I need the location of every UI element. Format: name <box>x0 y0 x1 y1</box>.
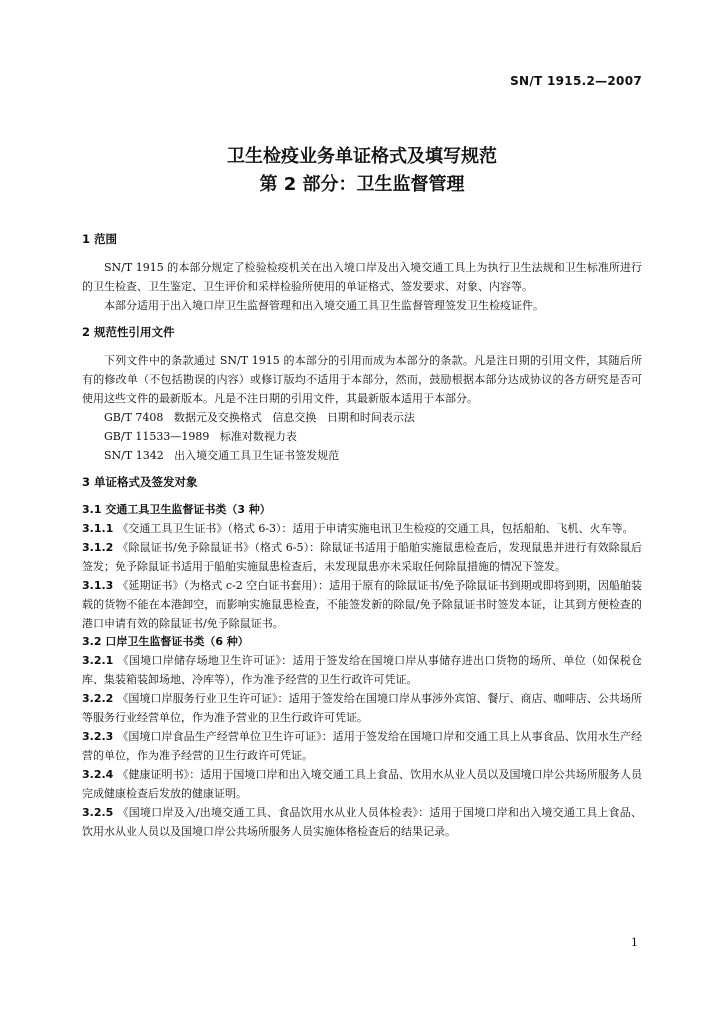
clause-item <box>82 689 642 727</box>
section-3-heading: 3 单证格式及签发对象 <box>82 475 198 489</box>
document-title: 卫生检疫业务单证格式及填写规范 <box>227 146 497 167</box>
section-1-heading: 1 范围 <box>82 232 118 246</box>
clause-number: 3.2.1 <box>82 654 114 667</box>
reference-item: GB/T 11533—1989 标准对数视力表 <box>104 430 297 443</box>
section-1-paragraph: SN/T 1915 的本部分规定了检验检疫机关在出入境口岸及出入境交通工具上为执行卫生法规和卫生标准所进行的卫生检查、卫生鉴定、卫生评价和采样检验所使用的单证格式、签发要求、对象、内容等。 <box>82 261 642 293</box>
clause-number: 3.2.5 <box>82 806 114 819</box>
subsection-3-2-heading: 3.2 口岸卫生监督证书类（6 种） <box>82 635 249 648</box>
clause-number: 3.2.3 <box>82 730 114 743</box>
clause-number: 3.1.1 <box>82 522 114 535</box>
clause-text: 《国境口岸及入/出境交通工具、食品饮用水从业人员体检表》：适用于国境口岸和出入境交通工具上食品、饮用水从业人员以及国境口岸公共场所服务人员实施体格检查后的结果记录。 <box>82 806 642 838</box>
clause-item <box>82 538 642 576</box>
document-body <box>82 230 642 841</box>
clause-text: 《除鼠证书/免予除鼠证书》（格式 6-5）：除鼠证书适用于船舶实施鼠患检查后，发现鼠患并进行有效除鼠后签发；免予除鼠证书适用于船舶实施鼠患检查后，未发现鼠患亦未采取任何除鼠措施的情况下签发。 <box>82 541 642 573</box>
document-subtitle: 第 2 部分：卫生监督管理 <box>259 174 465 195</box>
section-2-heading: 2 规范性引用文件 <box>82 325 175 339</box>
clause-number: 3.2.2 <box>82 692 114 705</box>
clause-text: 《国境口岸服务行业卫生许可证》：适用于签发给在国境口岸从事涉外宾馆、餐厅、商店、咖啡店、公共场所等服务行业经营单位，作为准予营业的卫生行政许可凭证。 <box>82 692 642 724</box>
page-number: 1 <box>631 936 638 949</box>
standard-number: SN/T 1915.2—2007 <box>510 74 642 88</box>
reference-item: GB/T 7408 数据元及交换格式 信息交换 日期和时间表示法 <box>104 411 415 424</box>
clause-item <box>82 519 642 538</box>
clause-item <box>82 727 642 765</box>
clause-number: 3.1.2 <box>82 541 114 554</box>
clause-item <box>82 803 642 841</box>
reference-item: SN/T 1342 出入境交通工具卫生证书签发规范 <box>104 449 340 462</box>
section-1-paragraph: 本部分适用于出入境口岸卫生监督管理和出入境交通工具卫生监督管理签发卫生检疫证件。 <box>104 299 544 312</box>
clause-text: 《交通工具卫生证书》（格式 6-3）：适用于申请实施电讯卫生检疫的交通工具，包括船舶、飞机、火车等。 <box>117 522 634 535</box>
clause-item <box>82 765 642 803</box>
clause-item <box>82 576 642 633</box>
clause-item <box>82 651 642 689</box>
clause-text: 《延期证书》（为格式 c-2 空白证书套用）：适用于原有的除鼠证书/免予除鼠证书到期或即将到期，因船舶装载的货物不能在本港卸空，而影响实施鼠患检查，不能签发新的除鼠/免予除鼠证书时签发本证，让其到方便检查的港口申请有效的除鼠证书/免予除鼠证书。 <box>82 579 642 630</box>
clause-number: 3.2.4 <box>82 768 114 781</box>
clause-text: 《国境口岸储存场地卫生许可证》：适用于签发给在国境口岸从事储存进出口货物的场所、单位（如保税仓库、集装箱装卸场地、冷库等），作为准予经营的卫生行政许可凭证。 <box>82 654 642 686</box>
clause-text: 《健康证明书》：适用于国境口岸和出入境交通工具上食品、饮用水从业人员以及国境口岸公共场所服务人员完成健康检查后发放的健康证明。 <box>82 768 642 800</box>
section-2-paragraph: 下列文件中的条款通过 SN/T 1915 的本部分的引用而成为本部分的条款。凡是注日期的引用文件，其随后所有的修改单（不包括勘误的内容）或修订版均不适用于本部分，然而，鼓励根据本部分达成协议的各方研究是否可使用这些文件的最新版本。凡是不注日期的引用文件，其最新版本适用于本部分。 <box>82 354 642 405</box>
clause-number: 3.1.3 <box>82 579 114 592</box>
clause-text: 《国境口岸食品生产经营单位卫生许可证》：适用于签发给在国境口岸和交通工具上从事食品、饮用水生产经营的单位，作为准予经营的卫生行政许可凭证。 <box>82 730 642 762</box>
subsection-3-1-heading: 3.1 交通工具卫生监督证书类（3 种） <box>82 503 271 516</box>
